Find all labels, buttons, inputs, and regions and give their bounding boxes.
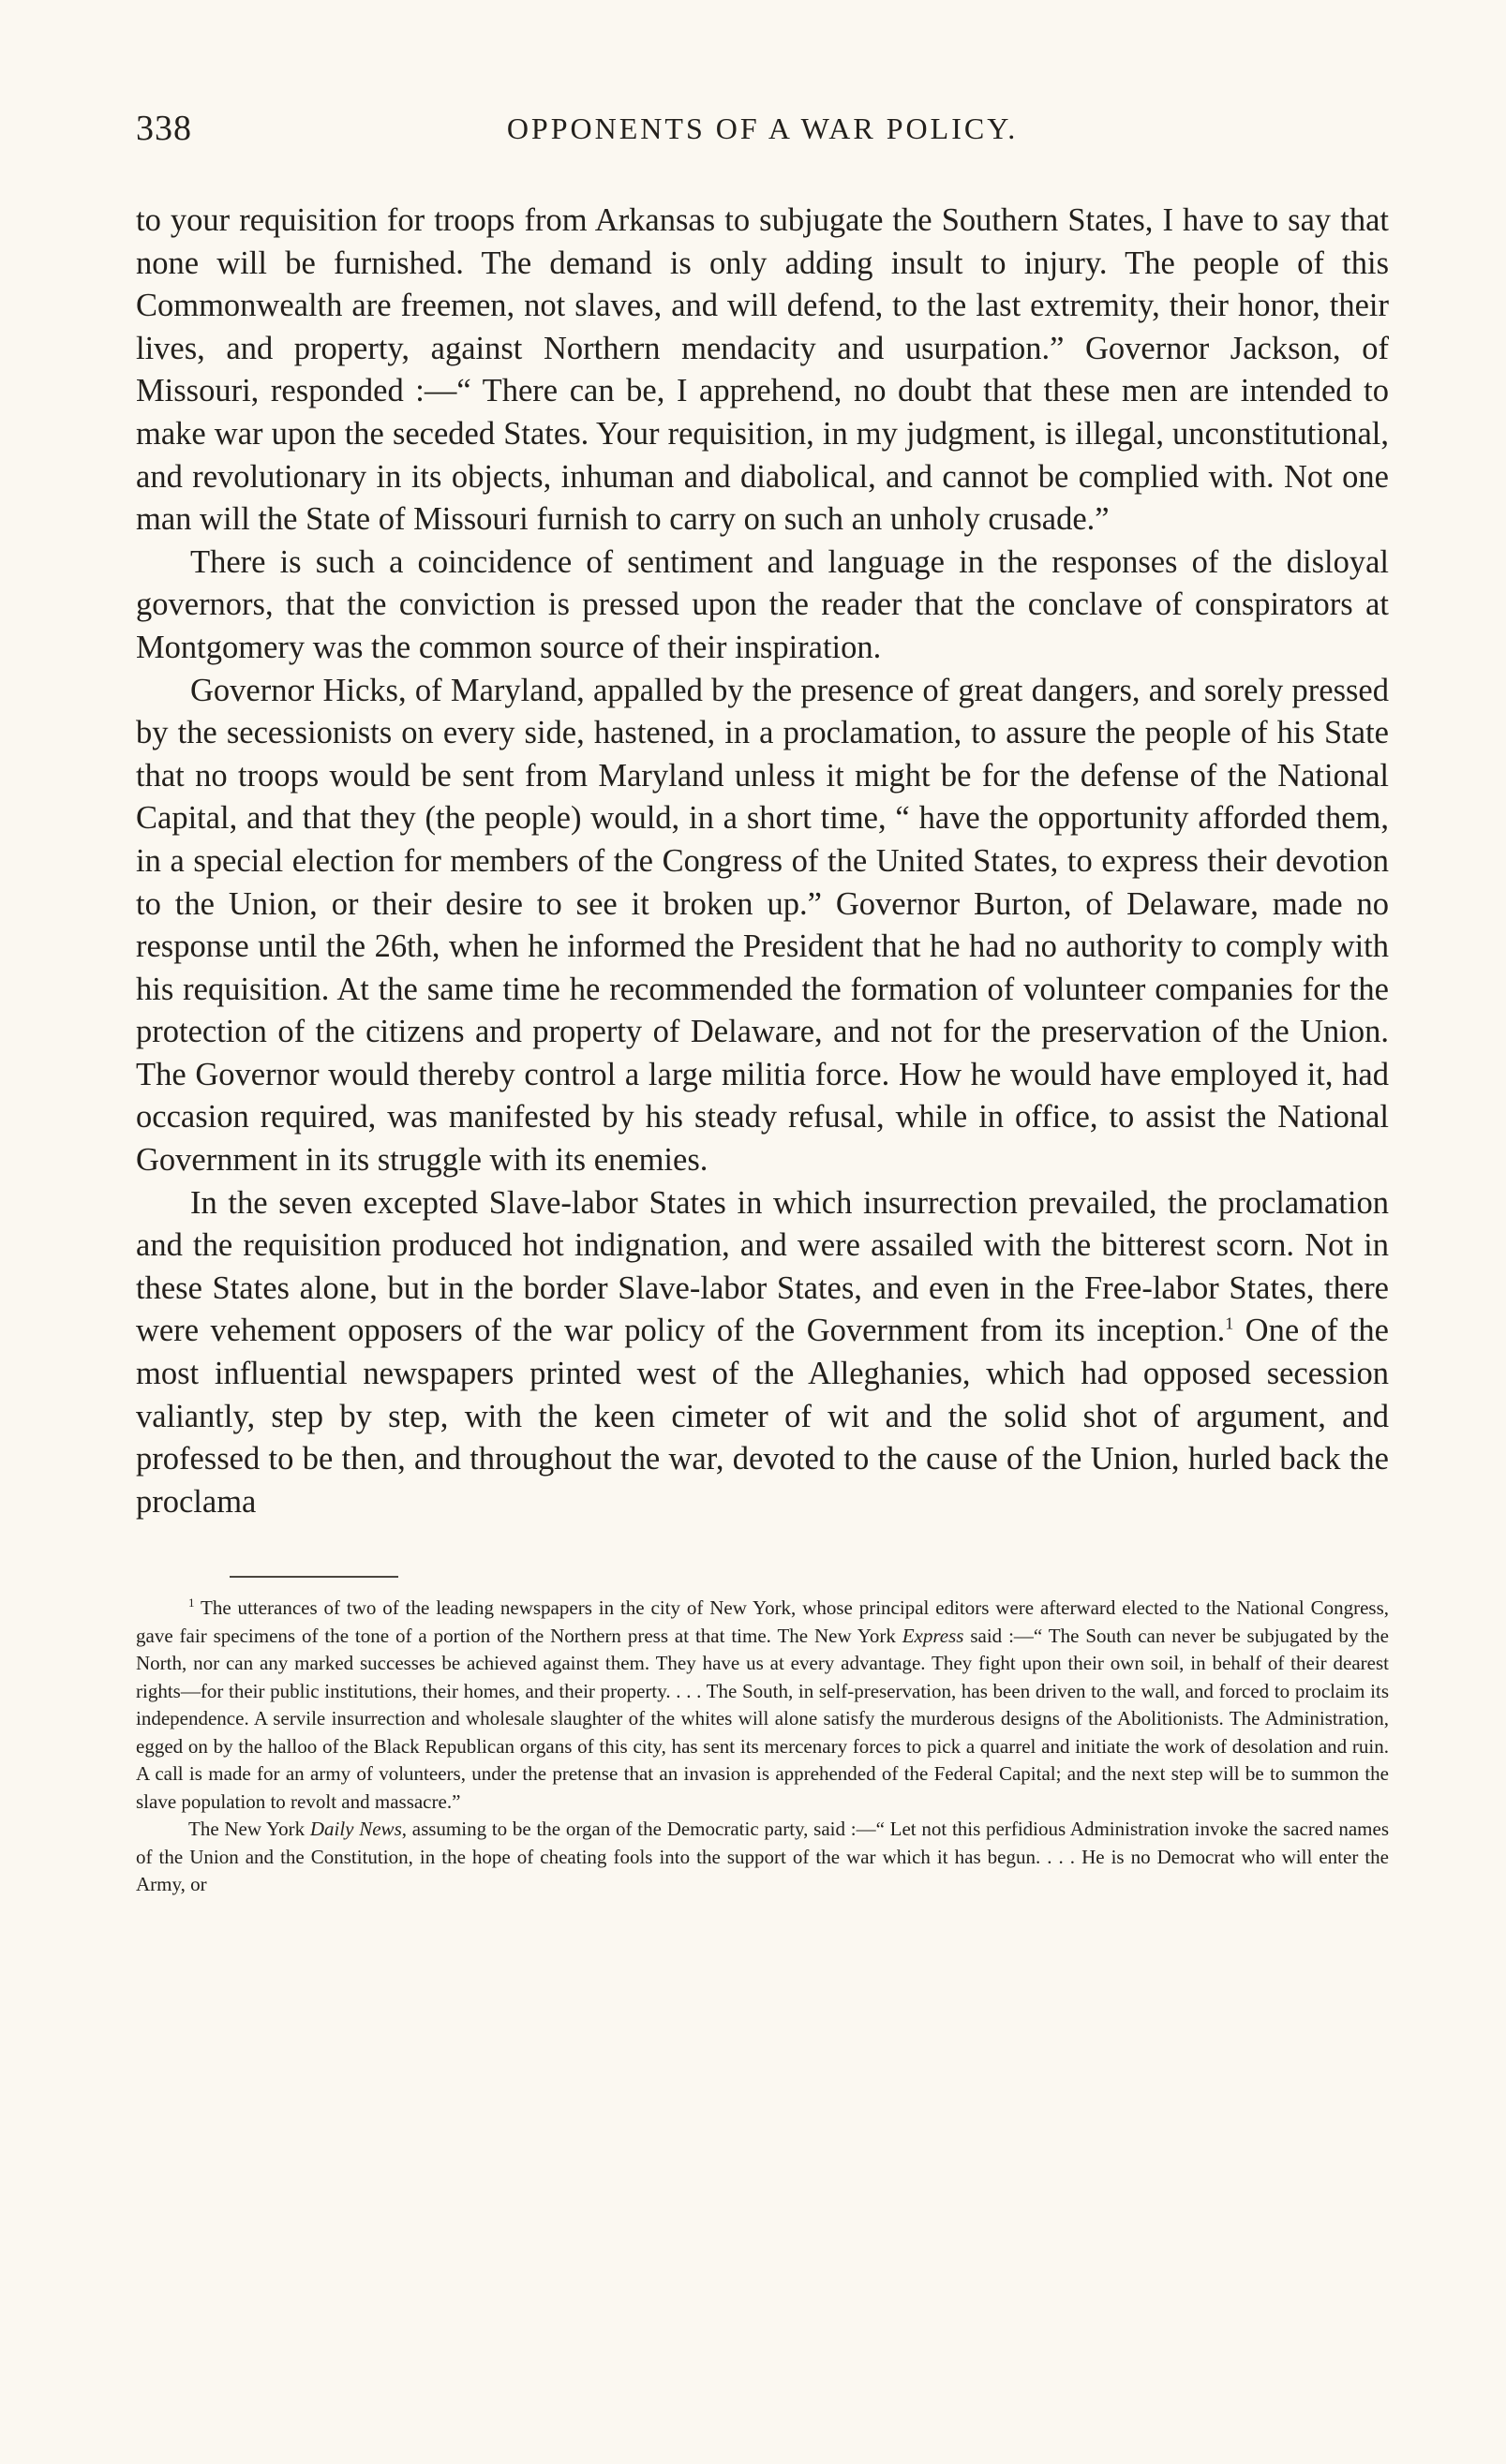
footnote-divider [230,1576,398,1578]
body-text [136,200,1389,1523]
footnote-reference[interactable]: 1 [1225,1314,1234,1333]
paragraph-4: In the seven excepted Slave-labor States in which insurrection prevailed, the proclamation and the requisition produced hot indignation, and were assailed with the bitterest scorn. Not in these States alone, but in the border Slave-labor States, and even in the Free-labor States, there were vehement opposers of the war policy of the Government from its inception.$^1$ One of the most influential newspapers printed west of the Alleghanies, which had opposed secession valiantly, step by step, with the keen cimeter of wit and the solid shot of argument, and professed to be then, and throughout the war, devoted to the cause of the Union, hurled back the proclama [136,1184,1389,1520]
newspaper-name: Express [902,1624,964,1647]
footnote-1-continued: The New York Daily News, assuming to be the organ of the Democratic party, said :—“ Let not this perfidious Administration invoke the sacred names of the Union and the Constitution, in the hope of cheating fools into the support of the war which it has begun. . . . He is no Democrat who will enter the Army, or [136,1818,1390,1896]
page-number: 338 [136,109,192,148]
paragraph-3: Governor Hicks, of Maryland, appalled by the presence of great dangers, and sorely pressed by the secessionists on every side, hastened, in a proclamation, to assure the people of his State that no troops would be sent from Maryland unless it might be for the defense of the National Capital, and that they (the people) would, in a short time, “ have the opportunity afforded them, in a special election for members of the Congress of the United States, to express their devotion to the Union, or their desire to see it broken up.” Governor Burton, of Delaware, made no response until the 26th, when he informed the President that he had no authority to comply with his requisition. At the same time he recommended the formation of volunteer companies for the protection of the citizens and property of Delaware, and not for the preservation of the Union. The Governor would thereby control a large militia force. How he would have employed it, had occasion required, was manifested by his steady refusal, while in office, to assist the National Government in its struggle with its enemies. [136,672,1389,1179]
paragraph-1: to your requisition for troops from Arkansas to subjugate the Southern States, I have to say that none will be furnished. The demand is only adding insult to injury. The people of this Commonwealth are freemen, not slaves, and will defend, to the last extremity, their honor, their lives, and property, against Northern mendacity and usurpation.” Governor Jackson, of Missouri, responded :—“ There can be, I apprehend, no doubt that these men are intended to make war upon the seceded States. Your requisition, in my judgment, is illegal, unconstitutional, and revolutionary in its objects, inhuman and diabolical, and cannot be complied with. Not one man will the State of Missouri furnish to carry on such an unholy crusade.” [136,202,1389,538]
footnote-mark: 1 [188,1596,195,1611]
footnotes [136,1595,1389,1899]
running-head [136,108,1389,164]
newspaper-name: Daily News [309,1818,402,1841]
running-title: OPPONENTS OF A WAR POLICY. [506,111,1019,145]
paragraph-2: There is such a coincidence of sentiment and language in the responses of the disloyal governors, that the conviction is pressed upon the reader that the conclave of conspirators at Montgomery was the common source of their inspiration. [136,543,1389,665]
footnote-1: $^1$ The utterances of two of the leading newspapers in the city of New York, whose principal editors were afterward elected to the National Congress, gave fair specimens of the tone of a portion of the Northern press at that time. The New York Express said :—“ The South can never be subjugated by the North, nor can any marked successes be achieved against them. They have us at every advantage. They fight upon their own soil, in behalf of their dearest rights—for their public institutions, their homes, and their property. . . . The South, in self-preservation, has been driven to the wall, and forced to proclaim its independence. A servile insurrection and wholesale slaughter of the whites will alone satisfy the murderous designs of the Abolitionists. The Administration, egged on by the halloo of the Black Republican organs of this city, has sent its mercenary forces to pick a quarrel and initiate the work of desolation and ruin. A call is made for an army of volunteers, under the pretense that an invasion is apprehended of the Federal Capital; and the next step will be to summon the slave population to revolt and massacre.” [136,1596,1389,1813]
